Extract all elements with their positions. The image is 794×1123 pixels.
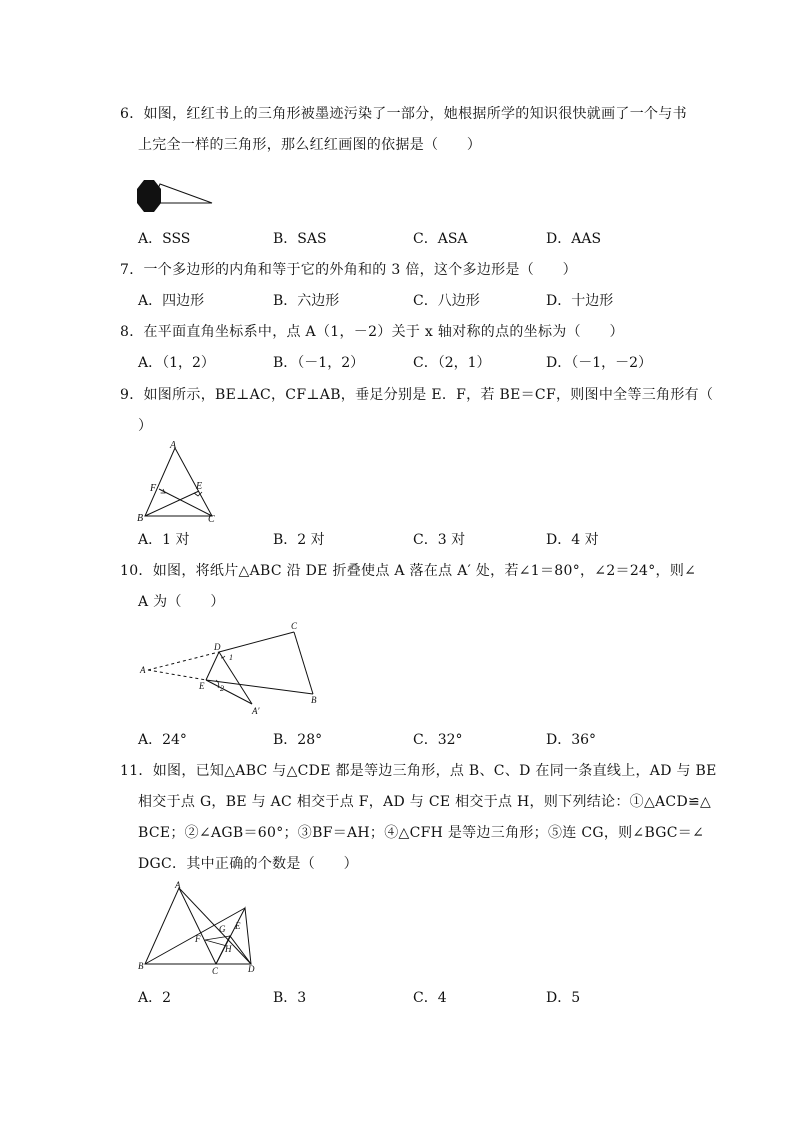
q6-option-c: C．ASA xyxy=(413,231,468,247)
q9-triangle-figure xyxy=(132,438,232,528)
q8-option-b: B．（－1，2） xyxy=(273,355,365,371)
q6-ink-stained-triangle-figure xyxy=(132,160,222,220)
q9-label-b: B xyxy=(137,513,144,524)
q6-option-d: D．AAS xyxy=(546,231,602,247)
q6-option-b: B．SAS xyxy=(273,231,327,247)
q7-option-b: B．六边形 xyxy=(273,293,340,309)
q9-option-b: B．2 对 xyxy=(273,532,325,548)
q6-option-a: A．SSS xyxy=(138,231,191,247)
q11-label-e: E xyxy=(235,921,241,931)
q9-option-c: C．3 对 xyxy=(413,532,466,548)
q11-option-d: D．5 xyxy=(546,990,581,1006)
q11-label-g: G xyxy=(219,924,226,934)
q11-option-c: C．4 xyxy=(413,990,447,1006)
q10-label-2: 2 xyxy=(220,684,224,693)
q9-line-1: 9．如图所示，BE⊥AC，CF⊥AB，垂足分别是 E．F，若 BE＝CF，则图中全等三角形有（ xyxy=(120,387,714,403)
q10-label-a: A xyxy=(140,665,146,675)
q6-line-1: 6．如图，红红书上的三角形被墨迹污染了一部分，她根据所学的知识很快就画了一个与书 xyxy=(120,106,687,122)
q11-option-b: B．3 xyxy=(273,990,307,1006)
q8-option-d: D．（－1，－2） xyxy=(546,355,653,371)
q11-line-2: 相交于点 G，BE 与 AC 相交于点 F，AD 与 CE 相交于点 H，则下列结论：①△ACD≌△ xyxy=(138,794,712,810)
q11-line-4: DGC．其中正确的个数是（ ） xyxy=(138,856,358,872)
q6-line-2: 上完全一样的三角形，那么红红画图的依据是（ ） xyxy=(138,137,482,153)
q8-line-1: 8．在平面直角坐标系中，点 A（1，－2）关于 x 轴对称的点的坐标为（ ） xyxy=(120,324,624,340)
ink-blot xyxy=(137,180,161,212)
q9-label-a: A xyxy=(170,440,177,451)
q9-label-c: C xyxy=(208,514,215,525)
q10-label-b: B xyxy=(311,695,317,705)
q11-label-b: B xyxy=(138,961,144,971)
q8-option-c: C．（2，1） xyxy=(413,355,491,371)
q9-option-d: D．4 对 xyxy=(546,532,599,548)
q10-folded-triangle-figure xyxy=(132,616,332,716)
q10-label-e: E xyxy=(199,681,205,691)
q11-label-d: D xyxy=(248,964,255,974)
q9-line-2: ） xyxy=(138,418,153,434)
q11-label-a: A xyxy=(175,880,181,890)
q10-line-2: A 为（ ） xyxy=(138,594,225,610)
q10-option-b: B．28° xyxy=(273,732,323,748)
q7-option-d: D．十边形 xyxy=(546,293,614,309)
q7-option-c: C．八边形 xyxy=(413,293,480,309)
q10-option-a: A．24° xyxy=(138,732,187,748)
q11-label-h: H xyxy=(225,944,232,954)
q7-line-1: 7．一个多边形的内角和等于它的外角和的 3 倍，这个多边形是（ ） xyxy=(120,262,577,278)
q10-label-d: D xyxy=(214,642,221,652)
q11-label-c: C xyxy=(212,966,219,976)
q10-option-d: D．36° xyxy=(546,732,597,748)
q11-label-f: F xyxy=(195,934,201,944)
q10-label-c: C xyxy=(291,621,298,631)
q11-line-1: 11．如图，已知△ABC 与△CDE 都是等边三角形，点 B、C、D 在同一条直线上，AD 与 BE xyxy=(120,763,717,779)
q7-option-a: A．四边形 xyxy=(138,293,205,309)
q9-label-e: E xyxy=(196,481,203,492)
q9-label-f: F xyxy=(150,483,157,494)
q10-option-c: C．32° xyxy=(413,732,463,748)
q10-label-a-prime: A′ xyxy=(252,706,260,716)
q11-line-3: BCE；②∠AGB＝60°；③BF＝AH；④△CFH 是等边三角形；⑤连 CG，则∠BGC＝∠ xyxy=(138,825,705,841)
q11-option-a: A．2 xyxy=(138,990,172,1006)
q9-option-a: A．1 对 xyxy=(138,532,190,548)
q11-equilateral-triangles-figure xyxy=(132,876,272,986)
q8-option-a: A．（1，2） xyxy=(138,355,215,371)
q10-line-1: 10．如图，将纸片△ABC 沿 DE 折叠使点 A 落在点 A′ 处，若∠1＝80°，∠2＝24°，则∠ xyxy=(120,563,697,579)
q10-label-1: 1 xyxy=(229,653,233,662)
